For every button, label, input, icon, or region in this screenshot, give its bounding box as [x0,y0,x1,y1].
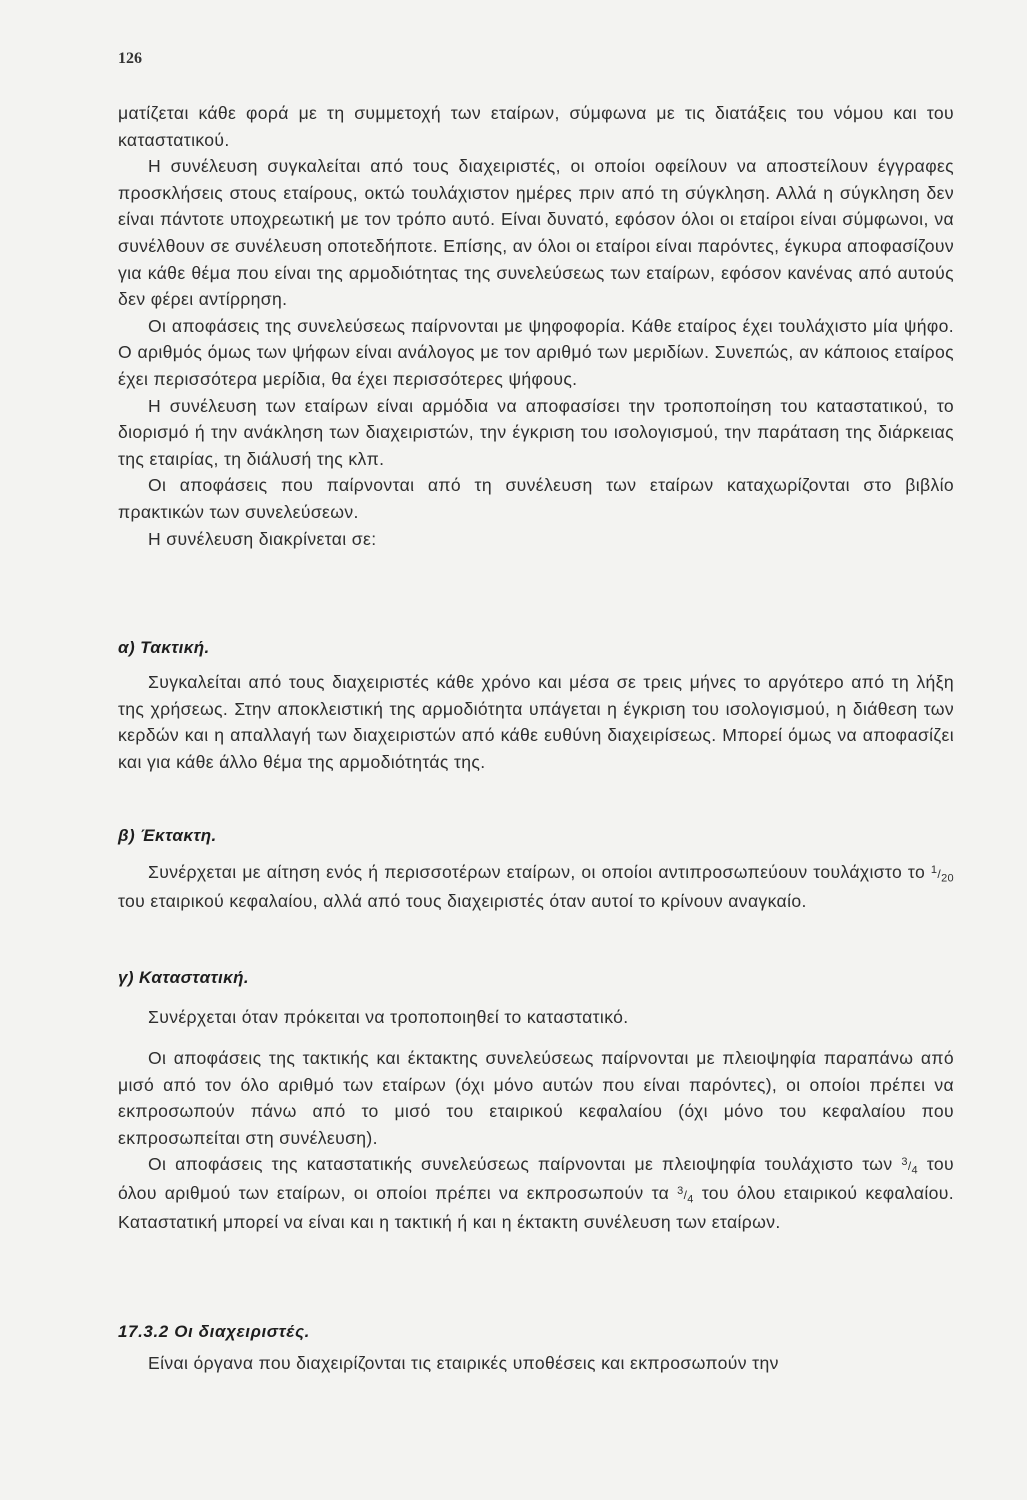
paragraph-voting: Οι αποφάσεις της συνελεύσεως παίρνονται με ψηφοφορία. Κάθε εταίρος έχει τουλάχιστο μία ψήφο. Ο αριθμός όμως των ψήφων είναι ανάλογος με τον αριθμό των μεριδίων. Συνεπώς, αν κάποιος εταίρος έχει περισσότερα μερίδια, θα έχει περισσότερες ψήφους. [118,315,954,389]
ordinary-text-block [118,669,954,775]
statutory-text-block [118,1004,954,1031]
extraordinary-text-after: του εταιρικού κεφαλαίου, αλλά από τους διαχειριστές όταν αυτοί το κρίνουν αναγκαίο. [118,890,807,911]
managers-text-block [118,1350,954,1377]
page-number: 126 [118,50,142,67]
majority-text-before: Οι αποφάσεις της καταστατικής συνελεύσεως παίρνονται με πλειοψηφία τουλάχιστο των [148,1154,902,1175]
paragraph-minutes: Οι αποφάσεις που παίρνονται από τη συνέλευση των εταίρων καταχωρίζονται στο βιβλίο πρακτικών των συνελεύσεων. [118,475,954,522]
fraction-three-quarters-second: $^3/_4$ [677,1184,694,1206]
fraction-denominator: 4 [687,1193,694,1206]
fraction-numerator: 1 [930,864,938,876]
paragraph-managers-start: Είναι όργανα που διαχειρίζονται τις εταιρικές υποθέσεις και εκπροσωπούν την [148,1353,779,1373]
paragraph-ordinary: Συγκαλείται από τους διαχειριστές κάθε χρόνο και μέσα σε τρεις μήνες το αργότερο από τη λήξη της χρήσεως. Στην αποκλειστική της αρμοδιότητα υπάγεται η έγκριση του ισολογισμού, η διάθεση των κερδών και η απαλλαγή των διαχειριστών από κάθε ευθύνη διαχειρίσεως. Μπορεί όμως να αποφασίζει και για κάθε άλλο θέμα της αρμοδιότητάς της. [118,672,954,772]
paragraph-majority-ordinary: Οι αποφάσεις της τακτικής και έκτακτης συνελεύσεως παίρνονται με πλειοψηφία παραπάνω από μισό από τον όλο αριθμό των εταίρων (όχι μόνο αυτών που είναι παρόντες), οι οποίοι πρέπει να εκπροσωπούν πάνω από το μισό του εταιρικού κεφαλαίου (όχι μόνο του κεφαλαίου που εκπροσωπείται στη συνέλευση). [118,1048,954,1148]
paragraph-convocation: Η συνέλευση συγκαλείται από τους διαχειριστές, οι οποίοι οφείλουν να αποστείλουν έγγραφες προσκλήσεις στους εταίρους, οκτώ τουλάχιστον ημέρες πριν από τη σύγκληση. Αλλά η σύγκληση δεν είναι πάντοτε υποχρεωτική με τον τρόπο αυτό. Είναι δυνατό, εφόσον όλοι οι εταίροι είναι σύμφωνοι, να συνέλθουν σε συνέλευση οποτεδήποτε. Επίσης, αν όλοι οι εταίροι είναι παρόντες, έγκυρα αποφασίζουν για κάθε θέμα που είναι της αρμοδιότητας της συνελεύσεως των εταίρων, εφόσον κανένας από αυτούς δεν φέρει αντίρρηση. [118,156,954,310]
fraction-three-quarters-first: $^3/_4$ [901,1156,918,1177]
paragraph-majority-statutory [118,1151,954,1235]
heading-ordinary: α) Τακτική. [118,638,210,657]
paragraph-continuation: ματίζεται κάθε φορά με τη συμμετοχή των εταίρων, σύμφωνα με τις διατάξεις του νόμου και του καταστατικού. [118,103,954,150]
section-heading-managers: 17.3.2 Οι διαχειριστές. [118,1322,310,1341]
extraordinary-text-block [118,859,954,914]
majority-text-block [118,1045,954,1235]
fraction-numerator: 3 [677,1184,684,1197]
paragraph-extraordinary [118,859,954,914]
heading-statutory: γ) Καταστατική. [118,968,249,987]
fraction-one-twentieth: $^1/_{20}$ [930,864,954,885]
majority-text-mid: του όλου αριθμού των εταίρων, οι οποίοι πρέπει να εκπροσωπούν τα [118,1154,954,1203]
fraction-denominator: 4 [911,1164,918,1177]
extraordinary-text-before: Συνέρχεται με αίτηση ενός ή περισσοτέρων εταίρων, οι οποίοι αντιπροσωπεύουν τουλάχιστο το [148,862,931,882]
paragraph-competence: Η συνέλευση των εταίρων είναι αρμόδια να αποφασίσει την τροποποίηση του καταστατικού, το διορισμό ή την ανάκληση των διαχειριστών, την έγκριση του ισολογισμού, την παράταση της διάρκειας της εταιρίας, τη διάλυσή της κλπ. [118,395,954,469]
paragraph-statutory: Συνέρχεται όταν πρόκειται να τροποποιηθεί το καταστατικό. [148,1007,629,1027]
fraction-denominator: 20 [941,872,954,885]
heading-extraordinary: β) Έκτακτη. [118,826,217,845]
majority-text-after: του όλου εταιρικού κεφαλαίου. Καταστατική μπορεί να είναι και η τακτική ή και η έκτακτη συνέλευση των εταίρων. [118,1182,954,1232]
paragraph-types-intro: Η συνέλευση διακρίνεται σε: [148,528,377,549]
intro-text-block [118,100,954,552]
fraction-numerator: 3 [901,1156,908,1169]
